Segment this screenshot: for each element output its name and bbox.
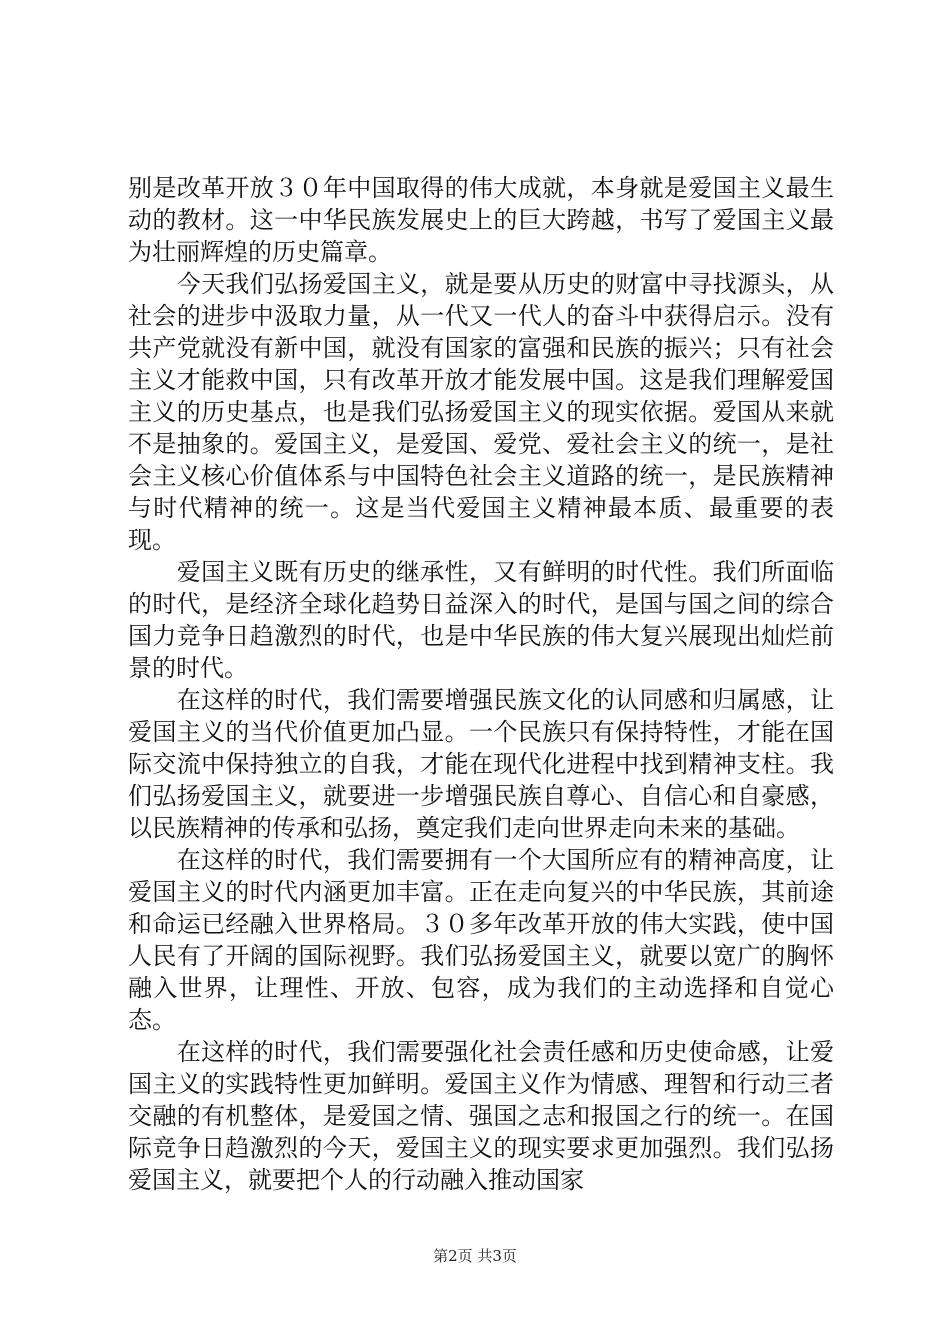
paragraph-3: 爱国主义既有历史的继承性，又有鲜明的时代性。我们所面临的时代，是经济全球化趋势日益深入的时代，是国与国之间的综合国力竞争日趋激烈的时代，也是中华民族的伟大复兴展现出灿烂前景的时代。 [128,558,834,682]
page-footer: 第2页 共3页 [433,1247,517,1265]
paragraph-5: 在这样的时代，我们需要拥有一个大国所应有的精神高度，让爱国主义的时代内涵更加丰富。正在走向复兴的中华民族，其前途和命运已经融入世界格局。３０多年改革开放的伟大实践，使中国人民有了开阔的国际视野。我们弘扬爱国主义，就要以宽广的胸怀融入世界，让理性、开放、包容，成为我们的主动选择和自觉心态。 [128,846,834,1034]
paragraph-6: 在这样的时代，我们需要强化社会责任感和历史使命感，让爱国主义的实践特性更加鲜明。爱国主义作为情感、理智和行动三者交融的有机整体，是爱国之情、强国之志和报国之行的统一。在国际竞争日趋激烈的今天，爱国主义的现实要求更加强烈。我们弘扬爱国主义，就要把个人的行动融入推动国家 [128,1038,834,1194]
paragraph-4: 在这样的时代，我们需要增强民族文化的认同感和归属感，让爱国主义的当代价值更加凸显。一个民族只有保持特性，才能在国际交流中保持独立的自我，才能在现代化进程中找到精神支柱。我们弘扬爱国主义，就要进一步增强民族自尊心、自信心和自豪感，以民族精神的传承和弘扬，奠定我们走向世界走向未来的基础。 [128,686,834,842]
body-text [128,172,834,1196]
paragraph-2: 今天我们弘扬爱国主义，就是要从历史的财富中寻找源头，从社会的进步中汲取力量，从一代又一代人的奋斗中获得启示。没有共产党就没有新中国，就没有国家的富强和民族的振兴；只有社会主义才能救中国，只有改革开放才能发展中国。这是我们理解爱国主义的历史基点，也是我们弘扬爱国主义的现实依据。爱国从来就不是抽象的。爱国主义，是爱国、爱党、爱社会主义的统一，是社会主义核心价值体系与中国特色社会主义道路的统一，是民族精神与时代精神的统一。这是当代爱国主义精神最本质、最重要的表现。 [128,270,834,554]
paragraph-1: 别是改革开放３０年中国取得的伟大成就，本身就是爱国主义最生动的教材。这一中华民族发展史上的巨大跨越，书写了爱国主义最为壮丽辉煌的历史篇章。 [128,174,834,266]
